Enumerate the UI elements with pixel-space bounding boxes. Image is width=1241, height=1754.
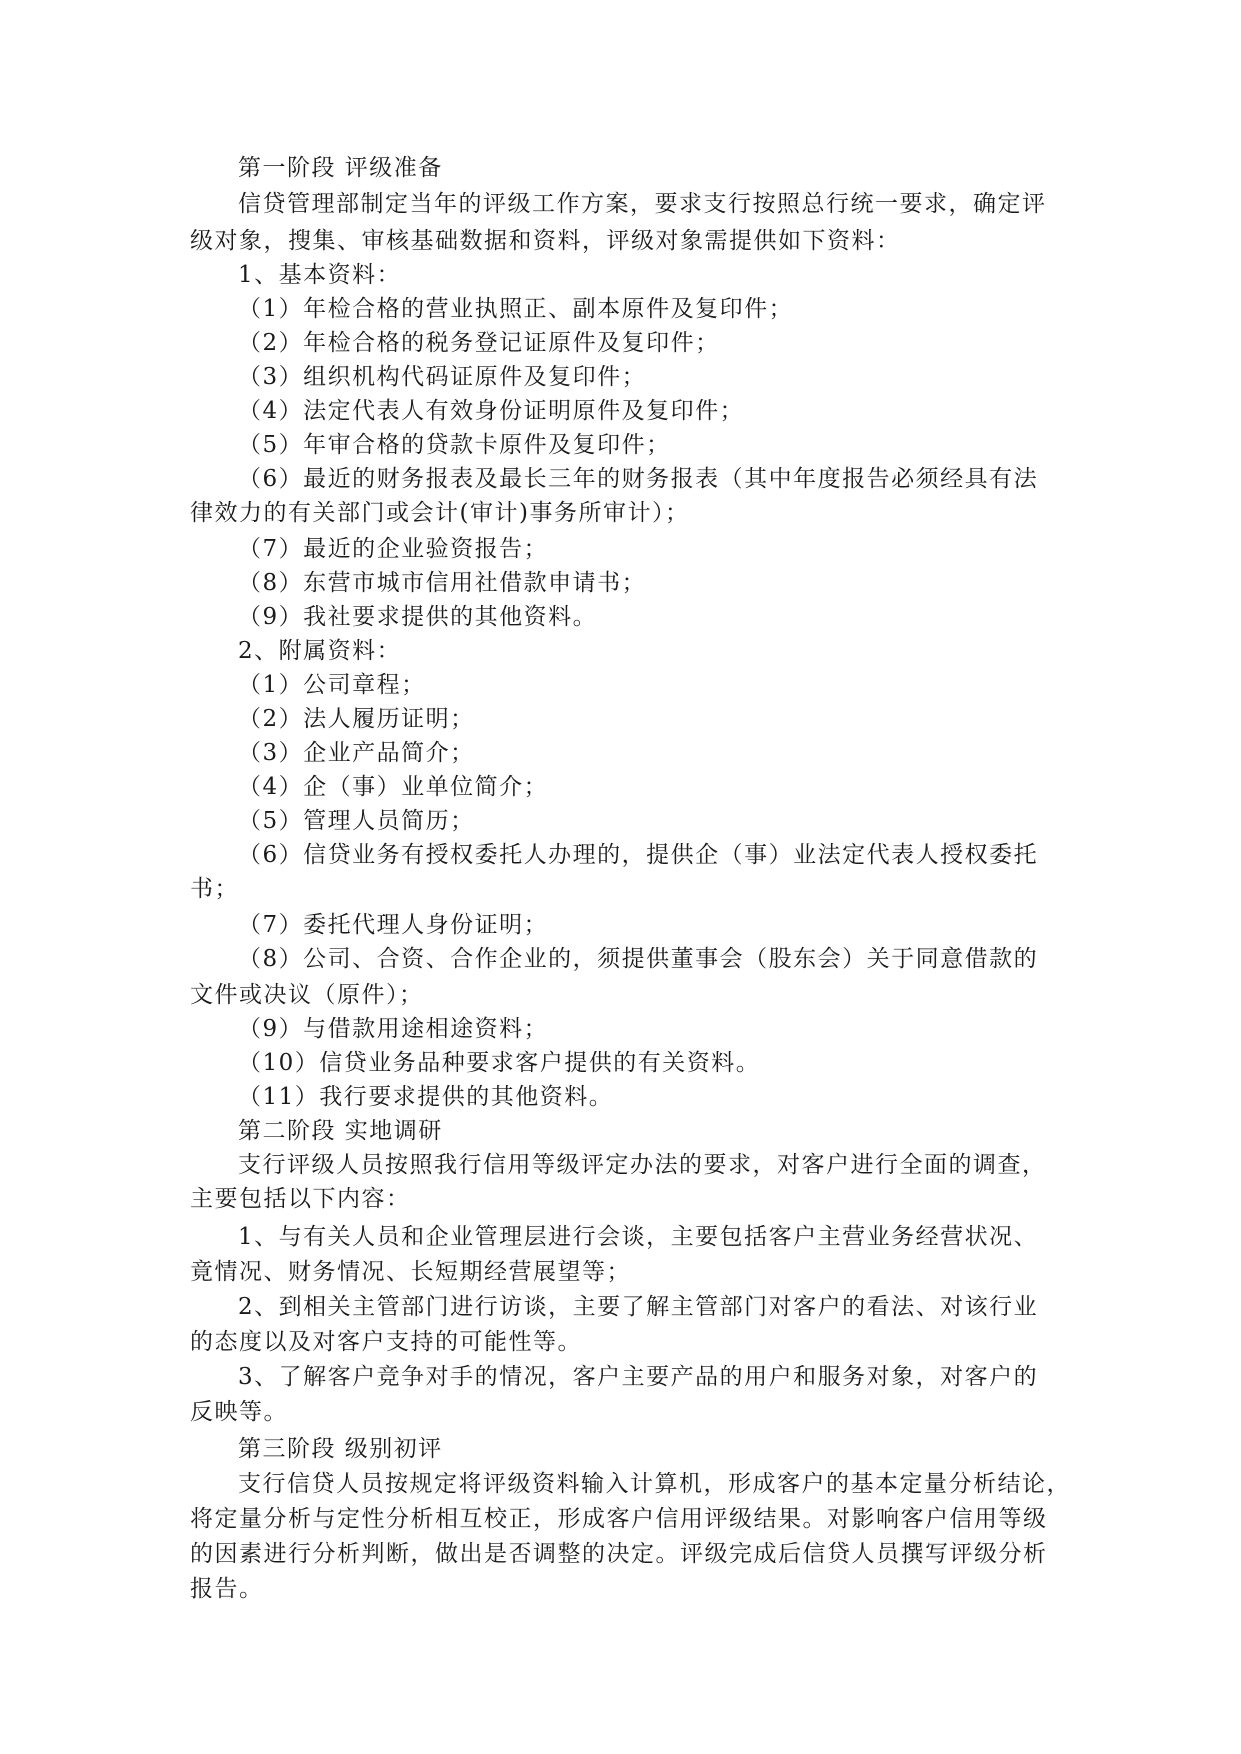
text-line: （6）信贷业务有授权委托人办理的，提供企（事）业法定代表人授权委托 [238, 842, 1039, 868]
text-line: （2）法人履历证明； [238, 706, 475, 732]
section-heading: 第三阶段 级别初评 [238, 1436, 443, 1462]
text-line: （7）最近的企业验资报告； [238, 536, 549, 562]
text-line: 2、附属资料： [238, 638, 402, 664]
text-line: （5）年审合格的贷款卡原件及复印件； [238, 432, 671, 458]
text-line: （4）企（事）业单位简介； [238, 774, 549, 800]
text-line: 反映等。 [190, 1399, 288, 1425]
text-line: （3）企业产品简介； [238, 740, 475, 766]
text-line: （3）组织机构代码证原件及复印件； [238, 364, 647, 390]
text-line: 级对象，搜集、审核基础数据和资料，评级对象需提供如下资料： [190, 228, 901, 254]
section-heading: 第二阶段 实地调研 [238, 1118, 443, 1144]
text-line: 文件或决议（原件）； [190, 982, 424, 1008]
text-line: （9）我社要求提供的其他资料。 [238, 604, 598, 630]
text-line: （6）最近的财务报表及最长三年的财务报表（其中年度报告必须经具有法 [238, 466, 1039, 492]
text-line: 3、了解客户竞争对手的情况，客户主要产品的用户和服务对象，对客户的 [238, 1364, 1039, 1390]
text-line: （5）管理人员简历； [238, 808, 475, 834]
text-line: 竟情况、财务情况、长短期经营展望等； [190, 1259, 631, 1285]
text-line: （8）公司、合资、合作企业的，须提供董事会（股东会）关于同意借款的 [238, 946, 1039, 972]
text-line: （4）法定代表人有效身份证明原件及复印件； [238, 398, 745, 424]
text-line: （7）委托代理人身份证明； [238, 912, 549, 938]
text-line: 主要包括以下内容： [190, 1186, 411, 1212]
text-line: 书； [190, 876, 239, 902]
text-line: （9）与借款用途相途资料； [238, 1016, 549, 1042]
text-line: （1）公司章程； [238, 672, 426, 698]
text-line: 1、与有关人员和企业管理层进行会谈，主要包括客户主营业务经营状况、 [238, 1224, 1039, 1250]
text-line: 支行信贷人员按规定将评级资料输入计算机，形成客户的基本定量分析结论， [238, 1471, 1071, 1497]
text-line: （11）我行要求提供的其他资料。 [238, 1084, 614, 1110]
text-line: 2、到相关主管部门进行访谈，主要了解主管部门对客户的看法、对该行业 [238, 1294, 1039, 1320]
text-line: （2）年检合格的税务登记证原件及复印件； [238, 330, 720, 356]
text-line: （10）信贷业务品种要求客户提供的有关资料。 [238, 1050, 761, 1076]
text-line: 信贷管理部制定当年的评级工作方案，要求支行按照总行统一要求，确定评 [238, 191, 1047, 217]
text-line: （1）年检合格的营业执照正、副本原件及复印件； [238, 296, 794, 322]
text-line: 的因素进行分析判断，做出是否调整的决定。评级完成后信贷人员撰写评级分析 [190, 1541, 1048, 1567]
text-line: 报告。 [190, 1576, 264, 1602]
text-line: （8）东营市城市信用社借款申请书； [238, 570, 647, 596]
text-line: 支行评级人员按照我行信用等级评定办法的要求，对客户进行全面的调查， [238, 1152, 1047, 1178]
text-line: 律效力的有关部门或会计(审计)事务所审计）； [190, 500, 690, 526]
text-line: 将定量分析与定性分析相互校正，形成客户信用评级结果。对影响客户信用等级 [190, 1506, 1048, 1532]
section-heading: 第一阶段 评级准备 [238, 155, 443, 181]
text-line: 的态度以及对客户支持的可能性等。 [190, 1329, 582, 1355]
text-line: 1、基本资料： [238, 262, 402, 288]
